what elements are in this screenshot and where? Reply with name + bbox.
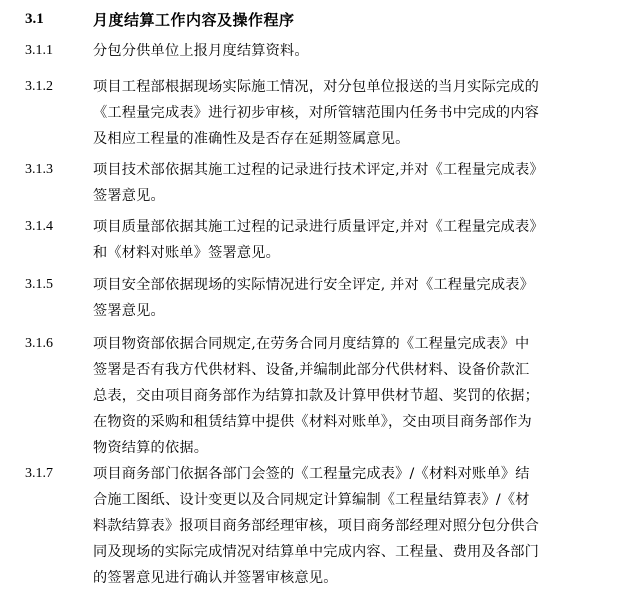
clause-number: 3.1.3 xyxy=(25,162,53,177)
clause-line: 签署意见。 xyxy=(93,303,165,319)
clause-number: 3.1.5 xyxy=(25,277,53,292)
clause-text xyxy=(93,461,613,591)
clause-line: 签署意见。 xyxy=(93,188,165,204)
clause-text xyxy=(93,214,613,266)
section-heading-number: 3.1 xyxy=(25,10,44,27)
clause-line: 《工程量完成表》进行初步审核，对所管辖范围内任务书中完成的内容 xyxy=(93,105,540,121)
clause-line: 及相应工程量的准确性及是否存在延期签属意见。 xyxy=(93,131,410,147)
clause-line: 项目安全部依据现场的实际情况进行安全评定, 并对《工程量完成表》 xyxy=(93,277,535,293)
clause-line: 分包分供单位上报月度结算资料。 xyxy=(93,43,309,59)
clause-text xyxy=(93,272,613,324)
clause-line: 项目技术部依据其施工过程的记录进行技术评定,并对《工程量完成表》 xyxy=(93,162,544,178)
clause-text xyxy=(93,331,613,461)
clause-text xyxy=(93,157,613,209)
clause-line: 同及现场的实际完成情况对结算单中完成内容、工程量、费用及各部门 xyxy=(93,544,540,560)
clause-line: 在物资的采购和租赁结算中提供《材料对账单》，交由项目商务部作为 xyxy=(93,414,532,430)
section-heading xyxy=(25,8,295,30)
clause-number: 3.1.7 xyxy=(25,466,53,481)
clause-line: 和《材料对账单》签署意见。 xyxy=(93,245,281,261)
clause-line: 总表，交由项目商务部作为结算扣款及计算甲供材节超、奖罚的依据； xyxy=(93,388,540,404)
clause-line: 料款结算表》报项目商务部经理审核，项目商务部经理对照分包分供合 xyxy=(93,518,540,534)
clause-line: 的签署意见进行确认并签署审核意见。 xyxy=(93,570,338,586)
clause-line: 项目工程部根据现场实际施工情况，对分包单位报送的当月实际完成的 xyxy=(93,79,540,95)
clause-line: 项目质量部依据其施工过程的记录进行质量评定,并对《工程量完成表》 xyxy=(93,219,544,235)
clause-line: 物资结算的依据。 xyxy=(93,440,209,456)
clause-text xyxy=(93,74,613,152)
clause-line: 项目物资部依据合同规定,在劳务合同月度结算的《工程量完成表》中 xyxy=(93,336,530,352)
section-heading-title: 月度结算工作内容及操作程序 xyxy=(93,10,295,29)
clause-line: 合施工图纸、设计变更以及合同规定计算编制《工程量结算表》/《材 xyxy=(93,492,530,508)
clause-number: 3.1.1 xyxy=(25,43,53,58)
clause-number: 3.1.6 xyxy=(25,336,53,351)
clause-number: 3.1.4 xyxy=(25,219,53,234)
clause-line: 项目商务部门依据各部门会签的《工程量完成表》/《材料对账单》结 xyxy=(93,466,530,482)
clause-line: 签署是否有我方代供材料、设备,并编制此部分代供材料、设备价款汇 xyxy=(93,362,530,378)
clause-number: 3.1.2 xyxy=(25,79,53,94)
clause-text xyxy=(93,38,613,64)
